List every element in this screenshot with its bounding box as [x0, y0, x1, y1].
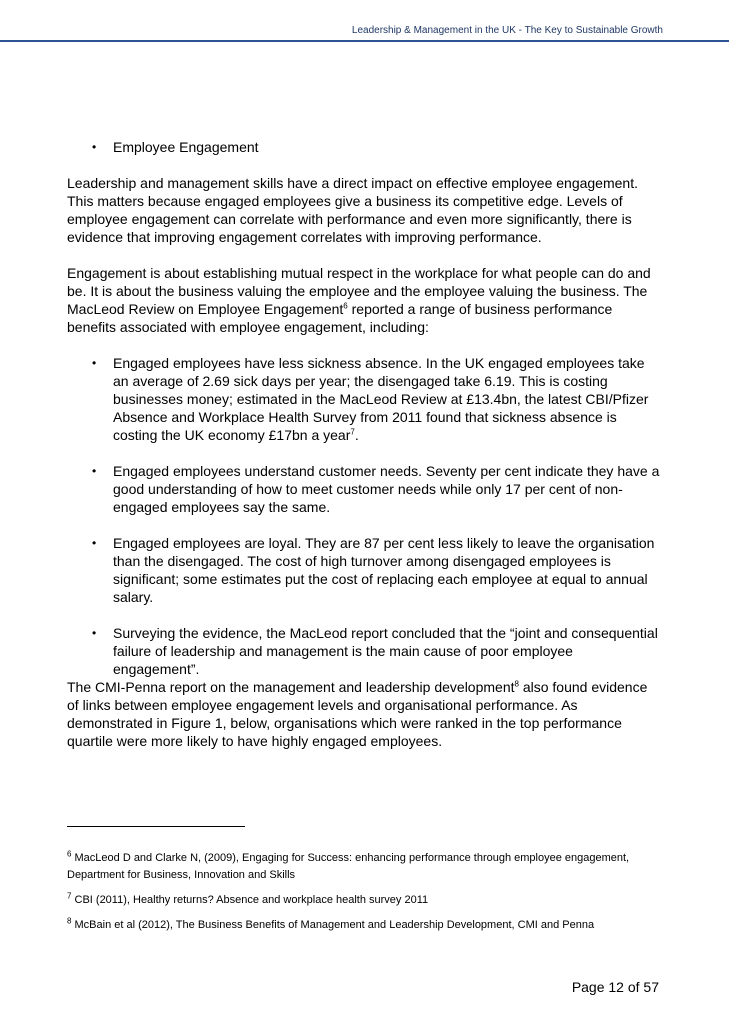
- list-item-text-end: .: [354, 427, 359, 443]
- list-item: [67, 462, 662, 516]
- bullet-icon: •: [92, 464, 97, 478]
- paragraph-3: [67, 678, 662, 750]
- footnote-ref: 6: [343, 301, 348, 311]
- footnotes: [67, 850, 667, 942]
- list-item: [67, 534, 662, 606]
- section-bullet: [67, 138, 662, 156]
- list-item: [67, 354, 662, 444]
- paragraph-2-text: Engagement is about establishing mutual respect in the workplace for what people can do and be. It is about the business valuing the employee and the employee valuing the business. The MacLeod Review on Employee Engagement: [67, 265, 651, 317]
- footnote-number: 7: [67, 891, 72, 901]
- page-number: Page 12 of 57: [571, 979, 659, 995]
- footnote-number: 8: [67, 916, 72, 926]
- bullet-icon: •: [92, 356, 97, 370]
- footnote-text: MacLeod D and Clarke N, (2009), Engaging for Success: enhancing performance through employee engagement, Department for Business, Innovation and Skills: [67, 852, 630, 881]
- list-item-text: Engaged employees understand customer needs. Seventy per cent indicate they have a good understanding of how to meet customer needs while only 17 per cent of non-engaged employees say the same.: [113, 463, 660, 515]
- bullet-icon: •: [92, 536, 97, 550]
- footnote-separator: [67, 826, 245, 827]
- header-rule: [0, 40, 729, 42]
- paragraph-3-text: The CMI-Penna report on the management and leadership development: [67, 679, 515, 695]
- paragraph-2-text-cont: reported a range of business performance benefits associated with employee engagement, including:: [67, 301, 613, 335]
- list-item-text: Engaged employees are loyal. They are 87 per cent less likely to leave the organisation than the disengaged. The cost of high turnover among disengaged employees is significant; some estimates put the cost of replacing each employee at equal to annual salary.: [113, 535, 655, 605]
- bullet-icon: •: [92, 140, 97, 154]
- footnote-number: 6: [67, 849, 72, 859]
- footnote: [67, 850, 667, 884]
- footnote-ref: 7: [350, 427, 355, 437]
- footnote: [67, 892, 667, 909]
- footnote-ref: 8: [514, 679, 519, 689]
- footnote: [67, 917, 667, 934]
- paragraph-2: [67, 264, 662, 336]
- section-heading: Employee Engagement: [113, 139, 259, 155]
- list-item-text: Surveying the evidence, the MacLeod report concluded that the “joint and consequential failure of leadership and management is the main cause of poor employee engagement”.: [113, 625, 658, 677]
- paragraph-3-text-cont: also found evidence of links between employee engagement levels and organisational performance. As demonstrated in Figure 1, below, organisations which were ranked in the top performance quartile were more likely to have highly engaged employees.: [67, 679, 648, 749]
- running-header: Leadership & Management in the UK - The Key to Sustainable Growth: [351, 25, 663, 36]
- bullet-icon: •: [92, 626, 97, 640]
- footnote-text: CBI (2011), Healthy returns? Absence and workplace health survey 2011: [71, 894, 429, 906]
- paragraph-1: Leadership and management skills have a direct impact on effective employee engagement. This matters because engaged employees give a business its competitive edge. Levels of employee engagement can correlate with performance and even more significantly, there is evidence that improving engagement correlates with improving performance.: [67, 175, 638, 245]
- list-item-text: Engaged employees have less sickness absence. In the UK engaged employees take an average of 2.69 sick days per year; the disengaged take 6.19. This is costing businesses money; estimated in the MacLeod Review at £13.4bn, the latest CBI/Pfizer Absence and Workplace Health Survey from 2011 found that sickness absence is costing the UK economy £17bn a year: [113, 355, 649, 443]
- body-content: [67, 138, 662, 750]
- list-item: [67, 624, 662, 678]
- footnote-text: McBain et al (2012), The Business Benefits of Management and Leadership Development, CMI and Penna: [71, 919, 595, 931]
